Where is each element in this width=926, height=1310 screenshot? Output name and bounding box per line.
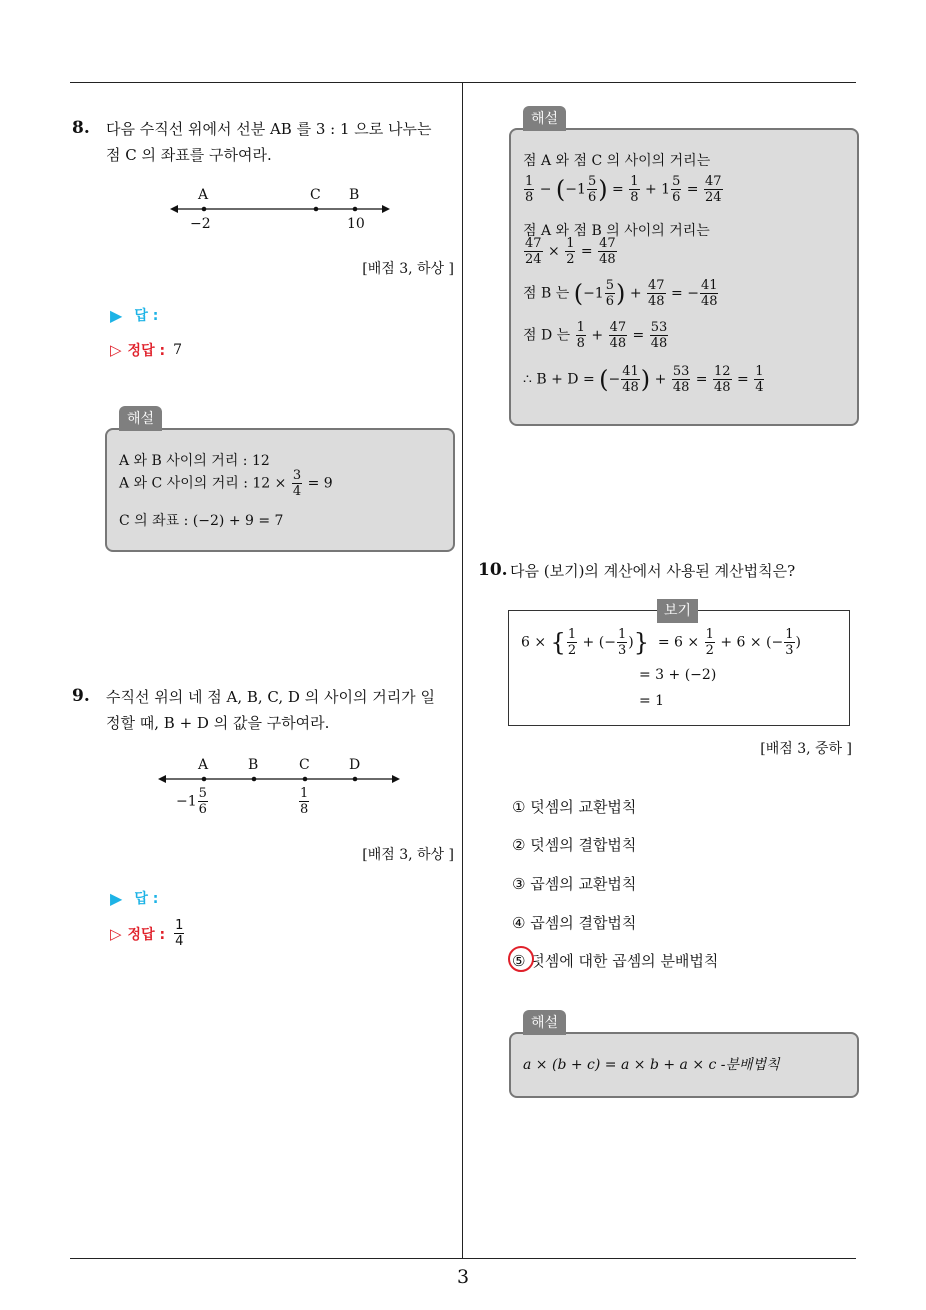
bottom-rule [70,1258,856,1259]
q8-point-c [314,207,319,212]
q8-point-a [202,207,207,212]
q10-solution-tag: 해설 [523,1010,566,1035]
q9-label-a: A [198,757,209,773]
q9-right-arrow-icon [392,775,400,783]
q9-score: [배점 3, 하상 ] [362,847,454,863]
q8-solution-line2 [119,468,333,499]
q10-score: [배점 3, 중하 ] [760,741,852,757]
frac-numerator: 5 [198,786,207,801]
q8-point-b [353,207,358,212]
q9-sol-line2: $\frac{1}{8}$ − (−1 $\frac{5}{6}$ ) = $\frac{1}{8}$ + 1 $\frac{5}{6}$ = $\frac{47}{24}$ [525,174,722,205]
q9-sol-line3: 점 A 와 점 B 의 사이의 거리는 [523,223,710,239]
q8-left-arrow-icon [170,205,178,213]
q9-point-d [353,777,358,782]
top-rule [70,82,856,83]
q9-sol-line5: 점 B 는 (−1 $\frac{5}{6}$ ) + $\frac{47}{48}$ = − $\frac{41}{48}$ [523,278,718,309]
q9-value-a [176,786,209,817]
q8-key-row [110,340,182,360]
q9-label-d: D [349,757,361,773]
q9-key-frac [174,918,184,949]
q9-point-a [202,777,207,782]
q9-sol-line4: $\frac{47}{24}$ × $\frac{1}{2}$ = $\frac{47}{48}$ [525,236,616,267]
q8-solution-line3: C 의 좌표 : (−2) + 9 = 7 [119,513,284,529]
q8-text [106,116,432,168]
frac-denominator: 4 [292,484,302,499]
q9-point-b [252,777,257,782]
q8-number: 8. [72,118,90,138]
page-number: 3 [456,1266,470,1288]
play-icon: ▶ [110,888,123,908]
q10-choice-4[interactable]: ④ 곱셈의 결합법칙 [512,914,637,932]
q10-example-line2: = 3 + (−2) [639,667,717,683]
q8-frac-3-4 [292,468,302,499]
frac-numerator: 3 [292,468,302,483]
q8-label-a: A [198,187,209,203]
q10-example-box [508,603,850,726]
q8-right-arrow-icon [382,205,390,213]
q8-solution-line1: A 와 B 사이의 거리 : 12 [119,453,270,469]
q10-text: 다음 (보기)의 계산에서 사용된 계산법칙은? [510,562,796,580]
q8-score: [배점 3, 하상 ] [362,261,454,277]
frac-denominator: 6 [198,802,207,817]
q9-sol-line7: ∴ B + D = (− $\frac{41}{48}$ ) + $\frac{53}{48}$ = $\frac{12}{48}$ = $\frac{1}{4}$ [523,364,764,395]
q10-number: 10. [478,560,508,580]
q9-left-arrow-icon [158,775,166,783]
q9-key-label: 정답 : [127,926,166,943]
q8-answer-label: 답 : [134,308,159,324]
q9-answer-label: 답 : [134,891,159,907]
q9-sol-line7-prefix: ∴ B + D = [523,371,595,388]
q8-solution-line2-result: = 9 [307,475,333,492]
q10-choice-5[interactable]: ⑤ 덧셈에 대한 곱셈의 분배법칙 [512,952,719,970]
q10-solution-line: a × (b + c) = a × b + a × c -분배법칙 [523,1057,780,1073]
frac-denominator: 8 [300,802,309,817]
q10-example-line1: 6 × { $\frac{1}{2}$ + (− $\frac{1}{3}$ )} = 6 × $\frac{1}{2}$ + 6 × (− $\frac{1}{3}$ ) [521,627,801,658]
triangle-outline-icon: ▷ [110,341,122,359]
column-divider [462,82,463,1258]
q9-value-a-frac [198,786,208,817]
play-icon: ▶ [110,305,123,325]
frac-numerator: 1 [300,786,309,801]
q10-choice-3[interactable]: ③ 곱셈의 교환법칙 [512,875,637,893]
q9-sol-line1: 점 A 와 점 C 의 사이의 거리는 [523,153,711,169]
q9-sol-line5-prefix: 점 B 는 [523,285,570,302]
q9-solution-tag: 해설 [523,106,566,131]
q10-example-line3: = 1 [639,693,665,709]
q9-key-row [110,918,185,949]
q9-label-c: C [299,757,310,773]
q8-text-line2: 점 C 의 좌표를 구하여라. [106,146,272,164]
q9-number: 9. [72,686,90,706]
q9-sol-line6: 점 D 는 $\frac{1}{8}$ + $\frac{47}{48}$ = $\frac{53}{48}$ [523,320,668,351]
q10-choice-2[interactable]: ② 덧셈의 결합법칙 [512,836,637,854]
frac-denominator: 4 [175,934,184,949]
q8-key-label: 정답 : [127,343,166,359]
q9-text-line1: 수직선 위의 네 점 A, B, C, D 의 사이의 거리가 일 [106,688,435,706]
q8-value-a: −2 [190,216,211,232]
q8-label-b: B [349,187,360,203]
q8-solution-tag: 해설 [119,406,162,431]
q9-label-b: B [248,757,259,773]
q8-label-c: C [310,187,321,203]
q8-answer-row [110,305,158,325]
q9-sol-line6-prefix: 점 D 는 [523,327,571,344]
q9-value-c [298,786,310,817]
triangle-outline-icon: ▷ [110,924,122,943]
q10-example-tag: 보기 [657,599,698,623]
q9-point-c [303,777,308,782]
q8-solution-line2-text: A 와 C 사이의 거리 : 12 × [119,475,287,492]
q9-answer-row [110,888,158,908]
q9-text [106,684,435,736]
q9-value-c-frac [299,786,309,817]
q8-text-line1: 다음 수직선 위에서 선분 AB 를 3 : 1 으로 나누는 [106,120,432,138]
q10-solution-box [509,1015,859,1098]
q9-value-a-whole: −1 [176,793,197,810]
frac-numerator: 1 [175,918,184,933]
q9-text-line2: 정할 때, B + D 의 값을 구하여라. [106,714,330,732]
q9-solution-box [509,111,859,426]
q10-choice-1[interactable]: ① 덧셈의 교환법칙 [512,798,637,816]
q8-value-b: 10 [347,216,365,232]
answer-circle-icon [508,946,534,972]
q8-solution-box [105,411,455,552]
q8-key-value: 7 [173,342,182,358]
